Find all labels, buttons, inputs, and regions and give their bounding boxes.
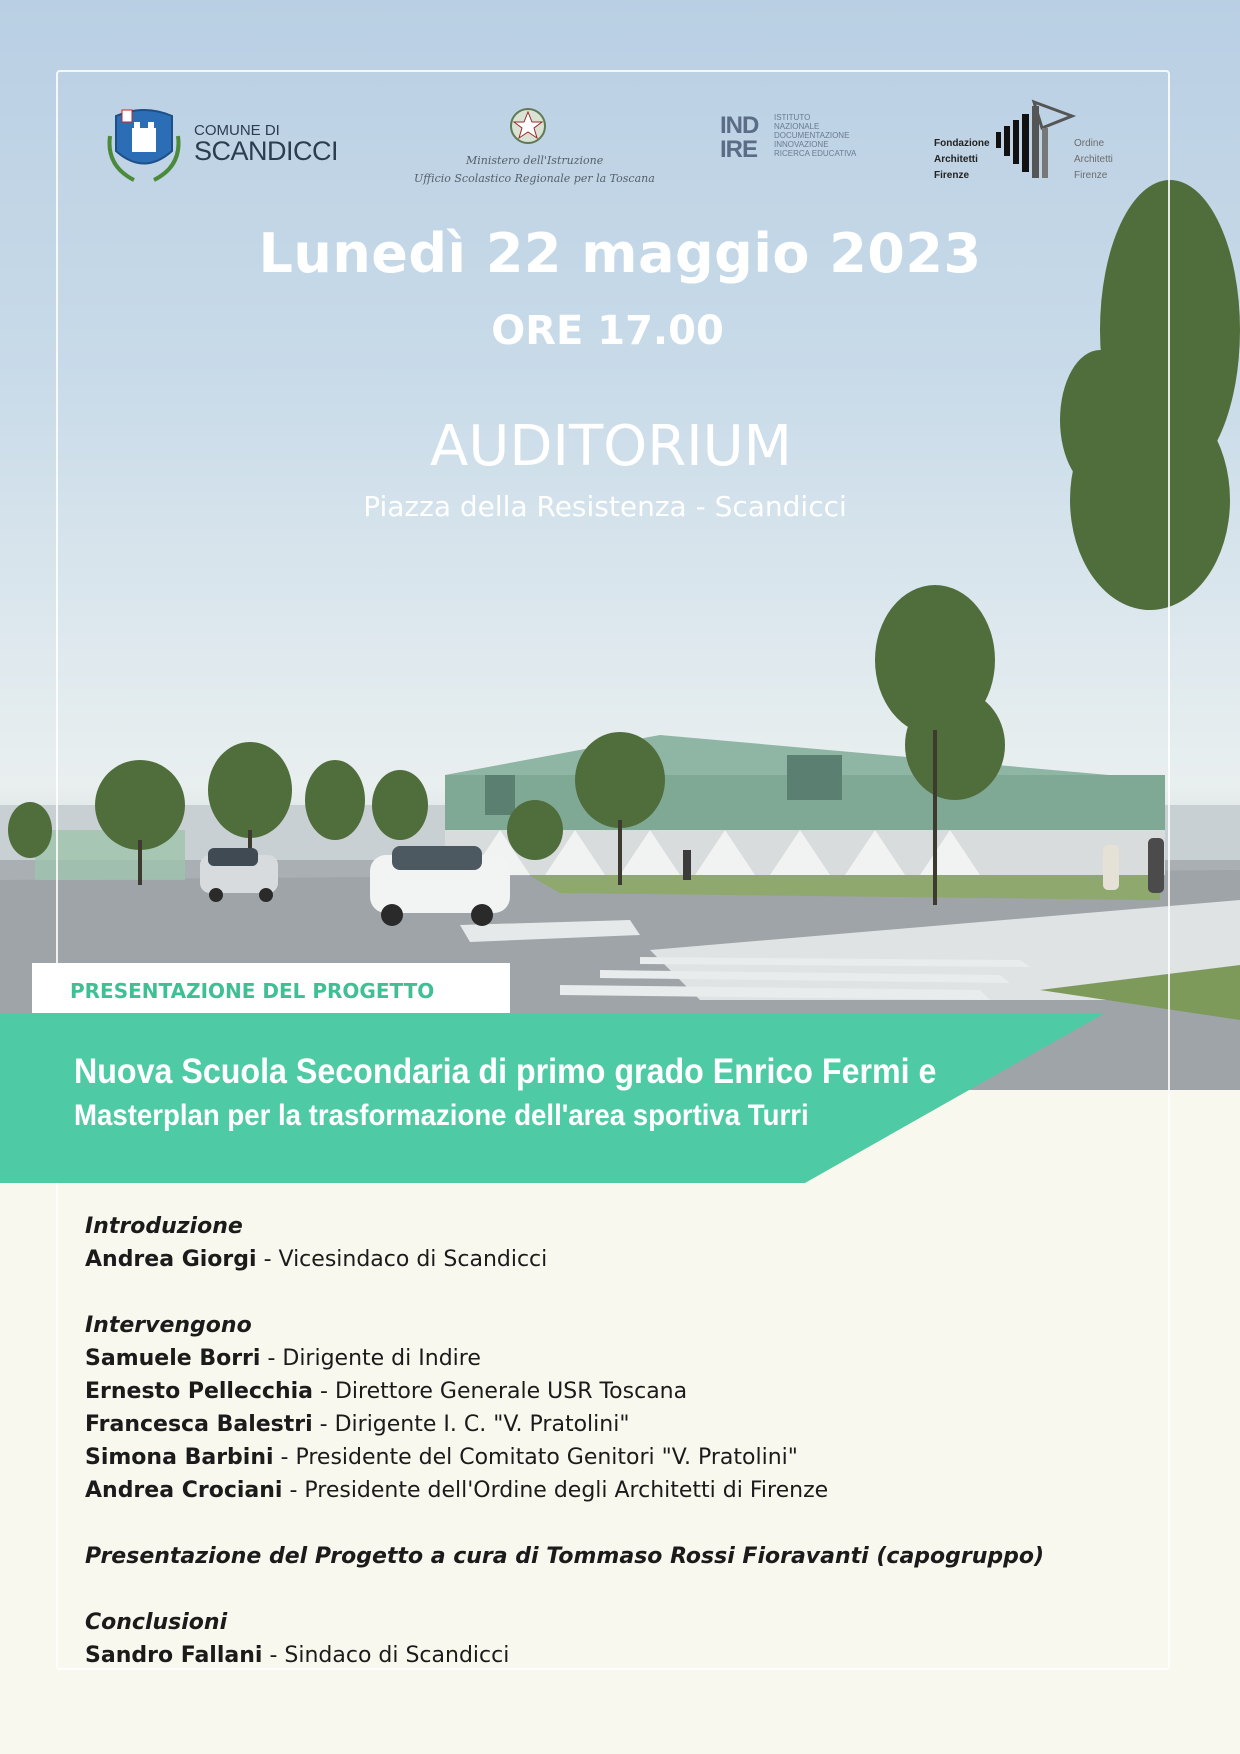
indire-mark-top: IND [720,112,759,139]
speaker-name: Andrea Crociani [85,1478,283,1503]
intro-heading: Introduzione [85,1214,243,1239]
indire-logo [720,112,880,168]
scandicci-logo-line1: COMUNE DI [194,122,280,139]
fondazione-line-3: Firenze [934,170,970,181]
speaker-role: - Presidente dell'Ordine degli Architetti di Firenze [282,1478,829,1503]
italian-emblem-icon [508,106,548,148]
fondazione-line-2: Architetti [934,154,978,165]
speaker-role: - Presidente del Comitato Genitori "V. Pratolini" [273,1445,798,1470]
speaker-role: - Dirigente I. C. "V. Pratolini" [312,1412,630,1437]
speaker-line [85,1441,1085,1474]
indire-line-1: ISTITUTO [774,113,811,122]
speaker-name: Samuele Borri [85,1346,261,1371]
speaker-role: - Sindaco di Scandicci [262,1643,510,1668]
speaker-name: Sandro Fallani [85,1643,263,1668]
scandicci-logo [104,96,340,192]
indire-line-4: INNOVAZIONE [774,140,829,149]
ordine-line-3: Firenze [1074,170,1108,181]
speaker-name: Simona Barbini [85,1445,274,1470]
speaker-role: - Dirigente di Indire [260,1346,481,1371]
intro-line [85,1243,1085,1276]
indire-line-5: RICERCA EDUCATIVA [774,149,857,158]
speaker-line [85,1408,1085,1441]
project-title-line1: Nuova Scuola Secondaria di primo grado Enrico Fermi e [74,1052,937,1091]
speaker-role: - Direttore Generale USR Toscana [313,1379,688,1404]
fondazione-line-1: Fondazione [934,138,990,149]
architetti-logo [932,96,1132,186]
scandicci-logo-line2: SCANDICCI [194,136,339,166]
ordine-line-1: Ordine [1074,138,1105,149]
speaker-line [85,1375,1085,1408]
indire-line-2: NAZIONALE [774,122,820,131]
speaker-line [85,1342,1085,1375]
event-time: ORE 17.00 [491,308,724,354]
speaker-name: Andrea Giorgi [85,1247,257,1272]
architetti-emblem-icon [994,96,1084,184]
ordine-line-2: Architetti [1074,154,1113,165]
indire-line-3: DOCUMENTAZIONE [774,131,850,140]
project-title [74,1050,994,1138]
indire-mark-bottom: IRE [720,136,758,163]
speaker-name: Ernesto Pellecchia [85,1379,314,1404]
ministero-logo [410,106,655,192]
speaker-line [85,1474,1085,1507]
conclusions-heading: Conclusioni [85,1610,228,1635]
ministero-line1: Ministero dell'Istruzione [466,154,604,167]
project-title-line2: Masterplan per la trasformazione dell'area sportiva Turri [74,1099,809,1132]
event-program [85,1210,1085,1672]
speakers-heading: Intervengono [85,1313,252,1338]
event-address: Piazza della Resistenza - Scandicci [363,490,847,523]
project-label: PRESENTAZIONE DEL PROGETTO [32,963,510,1013]
event-date: Lunedì 22 maggio 2023 [258,222,982,285]
event-venue: AUDITORIUM [430,414,792,479]
scandicci-crest-icon [104,96,184,186]
conclusions-line [85,1639,1085,1672]
presentation-line: Presentazione del Progetto a cura di Tommaso Rossi Fioravanti (capogruppo) [85,1544,1045,1569]
speaker-role: - Vicesindaco di Scandicci [256,1247,548,1272]
speaker-name: Francesca Balestri [85,1412,313,1437]
ministero-line2: Ufficio Scolastico Regionale per la Toscana [414,172,655,185]
